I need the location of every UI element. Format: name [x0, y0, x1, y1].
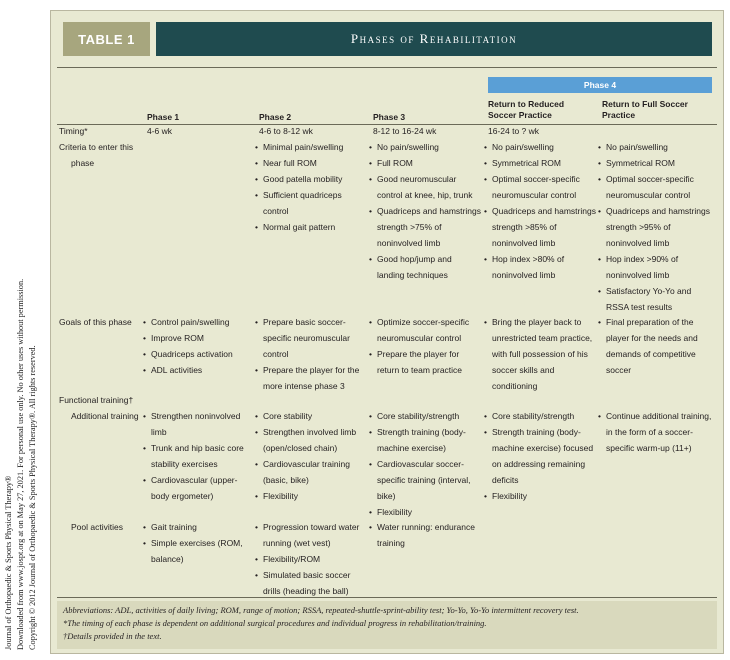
footnote-timing: *The timing of each phase is dependent on additional surgical procedures and individual progress in rehabilitation/training.: [63, 618, 487, 628]
list-item: • Flexibility: [484, 488, 596, 504]
list-item: • Sufficient quadriceps control: [255, 187, 367, 219]
criteria-phase3: [369, 139, 481, 283]
row-label-goals: Goals of this phase: [59, 317, 132, 327]
rule-top: [57, 67, 717, 68]
row-label-criteria: Criteria to enter this phase: [59, 142, 134, 168]
pool-phase3: [369, 519, 481, 551]
goals-phase2: [255, 314, 367, 394]
list-item: • Improve ROM: [143, 330, 251, 346]
table-frame: [50, 10, 724, 654]
additional-phase4a: [484, 408, 596, 504]
list-item: • Flexibility: [255, 488, 367, 504]
row-label-pool: Pool activities: [71, 522, 123, 532]
list-item: • Quadriceps and hamstrings strength >95% of noninvolved limb: [598, 203, 712, 251]
list-item: • Near full ROM: [255, 155, 367, 171]
col-header-phase3: Phase 3: [373, 112, 406, 122]
list-item: • Gait training: [143, 519, 251, 535]
list-item: • Good hop/jump and landing techniques: [369, 251, 481, 283]
list-item: • Control pain/swelling: [143, 314, 251, 330]
list-item: • Cardiovascular (upper-body ergometer): [143, 472, 251, 504]
timing-phase1: 4-6 wk: [147, 126, 173, 136]
phase4-group-header: Phase 4: [488, 77, 712, 93]
list-item: • Core stability/strength: [369, 408, 481, 424]
list-item: • Simple exercises (ROM, balance): [143, 535, 251, 567]
goals-phase4b: [598, 314, 712, 378]
list-item: • Core stability: [255, 408, 367, 424]
list-item: • Good patella mobility: [255, 171, 367, 187]
additional-phase4b: [598, 408, 712, 456]
list-item: • Bring the player back to unrestricted team practice, with full possession of his soccer skills and conditioning: [484, 314, 596, 394]
pool-phase1: [143, 519, 251, 567]
table-header: [56, 17, 716, 61]
footnote-functional: †Details provided in the text.: [63, 631, 162, 641]
timing-phase2: 4-6 to 8-12 wk: [259, 126, 313, 136]
criteria-phase4a: [484, 139, 596, 283]
list-item: • Optimal soccer-specific neuromuscular control: [598, 171, 712, 203]
list-item: • Hop index >90% of noninvolved limb: [598, 251, 712, 283]
pool-phase2: [255, 519, 367, 599]
goals-phase3: [369, 314, 481, 378]
list-item: • Hop index >80% of noninvolved limb: [484, 251, 596, 283]
list-item: • Final preparation of the player for the needs and demands of competitive soccer: [598, 314, 712, 378]
goals-phase4a: [484, 314, 596, 394]
table-title: Phases of Rehabilitation: [156, 22, 712, 56]
list-item: • Water running: endurance training: [369, 519, 481, 551]
list-item: • Symmetrical ROM: [484, 155, 596, 171]
list-item: • Strength training (body-machine exercise) focused on addressing remaining deficits: [484, 424, 596, 488]
list-item: • No pain/swelling: [369, 139, 481, 155]
list-item: • Minimal pain/swelling: [255, 139, 367, 155]
col-header-phase4a: Return to Reduced Soccer Practice: [488, 99, 565, 120]
list-item: • Continue additional training, in the form of a soccer-specific warm-up (11+): [598, 408, 712, 456]
citation-journal: Journal of Orthopaedic & Sports Physical Therapy®: [4, 475, 13, 650]
list-item: • Prepare the player for the more intense phase 3: [255, 362, 367, 394]
list-item: • Flexibility/ROM: [255, 551, 367, 567]
list-item: • Progression toward water running (wet vest): [255, 519, 367, 551]
additional-phase3: [369, 408, 481, 520]
list-item: • Symmetrical ROM: [598, 155, 712, 171]
list-item: • Full ROM: [369, 155, 481, 171]
row-label-additional: Additional training: [71, 411, 139, 421]
list-item: • Optimize soccer-specific neuromuscular control: [369, 314, 481, 346]
col-header-phase1: Phase 1: [147, 112, 180, 122]
additional-phase2: [255, 408, 367, 504]
citation-copyright: Copyright © 2012 Journal of Orthopaedic & Sports Physical Therapy®. All rights reserved.: [28, 345, 37, 650]
table-footnotes: [57, 601, 717, 649]
list-item: • Cardiovascular soccer-specific training (interval, bike): [369, 456, 481, 504]
list-item: • No pain/swelling: [598, 139, 712, 155]
sidebar-citation: [2, 110, 44, 650]
additional-phase1: [143, 408, 251, 504]
list-item: • Optimal soccer-specific neuromuscular control: [484, 171, 596, 203]
footnote-abbreviations: Abbreviations: ADL, activities of daily living; ROM, range of motion; RSSA, repeated-shuttle-sprint-ability test; Yo-Yo, Yo-Yo intermittent recovery test.: [63, 605, 579, 615]
criteria-phase4b: [598, 139, 712, 315]
list-item: • Strength training (body-machine exercise): [369, 424, 481, 456]
list-item: • Prepare the player for return to team practice: [369, 346, 481, 378]
list-item: • Prepare basic soccer-specific neuromuscular control: [255, 314, 367, 362]
col-header-phase2: Phase 2: [259, 112, 292, 122]
list-item: • Trunk and hip basic core stability exercises: [143, 440, 251, 472]
list-item: • Quadriceps and hamstrings strength >85% of noninvolved limb: [484, 203, 596, 251]
row-label-functional: Functional training†: [59, 395, 134, 405]
list-item: • Strengthen noninvolved limb: [143, 408, 251, 440]
citation-download: Downloaded from www.jospt.org at on May 27, 2021. For personal use only. No other uses without permission.: [16, 278, 25, 650]
list-item: • Satisfactory Yo-Yo and RSSA test results: [598, 283, 712, 315]
list-item: • Simulated basic soccer drills (heading the ball): [255, 567, 367, 599]
list-item: • Strengthen involved limb (open/closed chain): [255, 424, 367, 456]
table-number: TABLE 1: [63, 22, 150, 56]
list-item: • Good neuromuscular control at knee, hip, trunk: [369, 171, 481, 203]
list-item: • Cardiovascular training (basic, bike): [255, 456, 367, 488]
goals-phase1: [143, 314, 251, 378]
timing-phase3: 8-12 to 16-24 wk: [373, 126, 437, 136]
list-item: • ADL activities: [143, 362, 251, 378]
list-item: • Quadriceps and hamstrings strength >75% of noninvolved limb: [369, 203, 481, 251]
rule-bottom: [57, 597, 717, 598]
list-item: • Quadriceps activation: [143, 346, 251, 362]
timing-phase4a: 16-24 to ? wk: [488, 126, 540, 136]
criteria-phase2: [255, 139, 367, 235]
list-item: • Normal gait pattern: [255, 219, 367, 235]
list-item: • Flexibility: [369, 504, 481, 520]
list-item: • No pain/swelling: [484, 139, 596, 155]
col-header-phase4b: Return to Full Soccer Practice: [602, 99, 688, 120]
list-item: • Core stability/strength: [484, 408, 596, 424]
row-label-timing: Timing*: [59, 126, 88, 136]
